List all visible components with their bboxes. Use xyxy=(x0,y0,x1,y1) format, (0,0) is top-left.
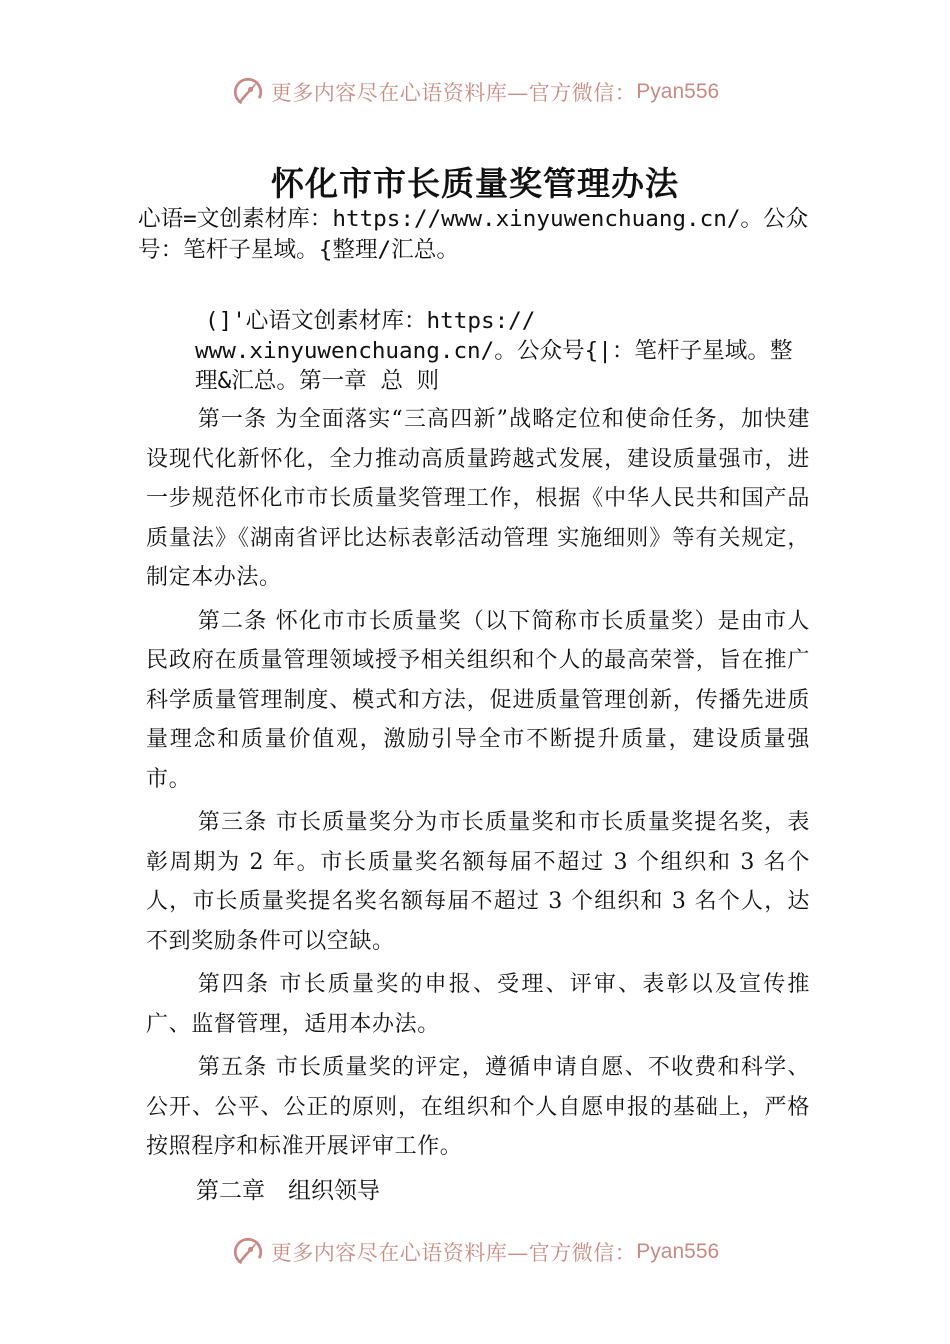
watermark-wechat-id: Pyan556 xyxy=(636,80,720,103)
chapter-heading: 第二章 组织领导 xyxy=(196,1177,380,1204)
source-block-rest: www.xinyuwenchuang.cn/。公众号{|：笔杆子星域。整理&汇总。第一章 总 则 xyxy=(195,338,793,394)
source-block xyxy=(195,306,813,396)
article-4: 第四条 市长质量奖的申报、受理、评审、表彰以及宣传推广、监督管理，适用本办法。 xyxy=(146,972,810,1037)
source-line: 心语=文创素材库：https://www.xinyuwenchuang.cn/。公众号：笔杆子星域。{整理/汇总。 xyxy=(138,206,809,263)
watermark-banner-bottom xyxy=(0,1232,950,1272)
watermark-text: 更多内容尽在心语资料库—官方微信： xyxy=(270,81,637,105)
document-title: 怀化市市长质量奖管理办法 xyxy=(271,164,679,203)
watermark-text: 更多内容尽在心语资料库—官方微信： xyxy=(270,1241,637,1265)
document-body xyxy=(146,400,810,1211)
article-2: 第二条 怀化市市长质量奖（以下简称市长质量奖）是由市人民政府在质量管理领域授予相关组织和个人的最高荣誉，旨在推广科学质量管理制度、模式和方法，促进质量管理创新，传播先进质量理念和质量价值观，激励引导全市不断提升质量，建设质量强市。 xyxy=(146,608,810,792)
watermark-banner-top xyxy=(0,72,950,112)
brush-logo-icon xyxy=(231,1235,265,1269)
brush-logo-icon xyxy=(231,75,265,109)
source-block-lead: (]'心语文创素材库：https:// xyxy=(205,308,536,334)
article-3: 第三条 市长质量奖分为市长质量奖和市长质量奖提名奖，表彰周期为 2 年。市长质量奖名额每届不超过 3 个组织和 3 名个人，市长质量奖提名奖名额每届不超过 3 个组织和 3 名个人，达不到奖励条件可以空缺。 xyxy=(146,810,810,954)
article-5: 第五条 市长质量奖的评定，遵循申请自愿、不收费和科学、公开、公平、公正的原则，在组织和个人自愿申报的基础上，严格按照程序和标准开展评审工作。 xyxy=(146,1055,810,1159)
article-1: 第一条 为全面落实“三高四新”战略定位和使命任务，加快建设现代化新怀化，全力推动高质量跨越式发展，建设质量强市，进一步规范怀化市市长质量奖管理工作，根据《中华人民共和国产品质量法》《湖南省评比达标表彰活动管理 实施细则》等有关规定，制定本办法。 xyxy=(146,407,810,590)
watermark-wechat-id: Pyan556 xyxy=(636,1240,720,1263)
